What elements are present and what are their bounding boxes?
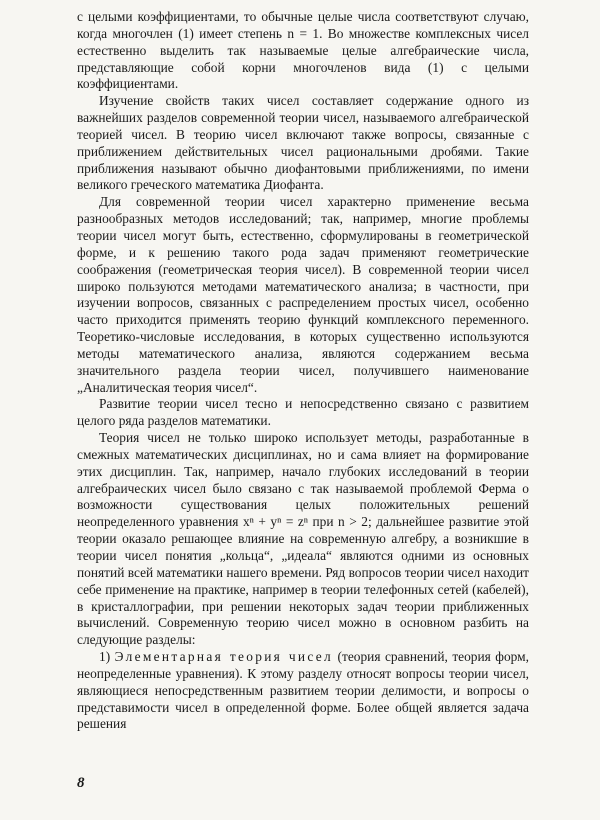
- list-item-1: [77, 649, 529, 733]
- paragraph-1: с целыми коэффициентами, то обычные целые числа соответствуют случаю, когда многочлен (1) имеет степень n = 1. Во множестве комплексных чисел естественно выделить так называемые целые алгебраические числа, представляющие собой корни многочленов вида (1) с целыми коэффициентами.: [77, 9, 529, 92]
- paragraph-4: Развитие теории чисел тесно и непосредственно связано с развитием целого ряда разделов математики.: [77, 396, 529, 429]
- list-item-number: 1): [99, 649, 111, 665]
- paragraph-3: Для современной теории чисел характерно применение весьма разнообразных методов исследований; так, например, многие проблемы теории чисел могут быть, естественно, сформулированы в геометрической форме, и к решению такого рода задач применяют геометрические соображения (геометрическая теория чисел). В современной теории чисел широко пользуются методами математического анализа; в частности, при изучении вопросов, связанных с распределением простых чисел, особенно часто приходится применять теорию функций комплексного переменного. Теоретико-числовые исследования, в которых существенно используются методы математического анализа, являются содержанием весьма значительного раздела теории чисел, получившего наименование „Аналитическая теория чисел“.: [77, 194, 529, 395]
- list-item-text: (теория сравнений, теория форм, неопределенные уравнения). К этому разделу относят вопросы теории чисел, являющиеся непосредственным развитием теории делимости, и вопросы о представимости чисел в определенной форме. Более общей является задача решения: [77, 649, 529, 732]
- body-text: [77, 9, 529, 733]
- list-item-term: Элементарная теория чисел: [114, 649, 334, 665]
- paragraph-2: Изучение свойств таких чисел составляет содержание одного из важнейших разделов современной теории чисел, называемого алгебраической теорией чисел. В теорию чисел включают также вопросы, связанные с приближением действительных чисел рациональными дробями. Такие приближения называют обычно диофантовыми приближениями, по имени великого греческого математика Диофанта.: [77, 93, 529, 193]
- paragraph-5: Теория чисел не только широко использует методы, разработанные в смежных математических дисциплинах, но и сама влияет на формирование этих дисциплин. Так, например, начало глубоких исследований в теории алгебраических чисел было связано с так называемой проблемой Ферма о возможности существования целых положительных решений неопределенного уравнения xⁿ + yⁿ = zⁿ при n > 2; дальнейшее развитие этой теории оказало решающее влияние на современную алгебру, а возникшие в теории чисел понятия „кольца“, „идеала“ являются одними из основных понятий всей математики нашего времени. Ряд вопросов теории чисел находит себе применение на практике, например в теории телефонных сетей (кабелей), в кристаллографии, при решении некоторых задач теории приближенных вычислений. Современную теорию чисел можно в основном разбить на следующие разделы:: [77, 430, 529, 648]
- page-number: 8: [77, 775, 85, 791]
